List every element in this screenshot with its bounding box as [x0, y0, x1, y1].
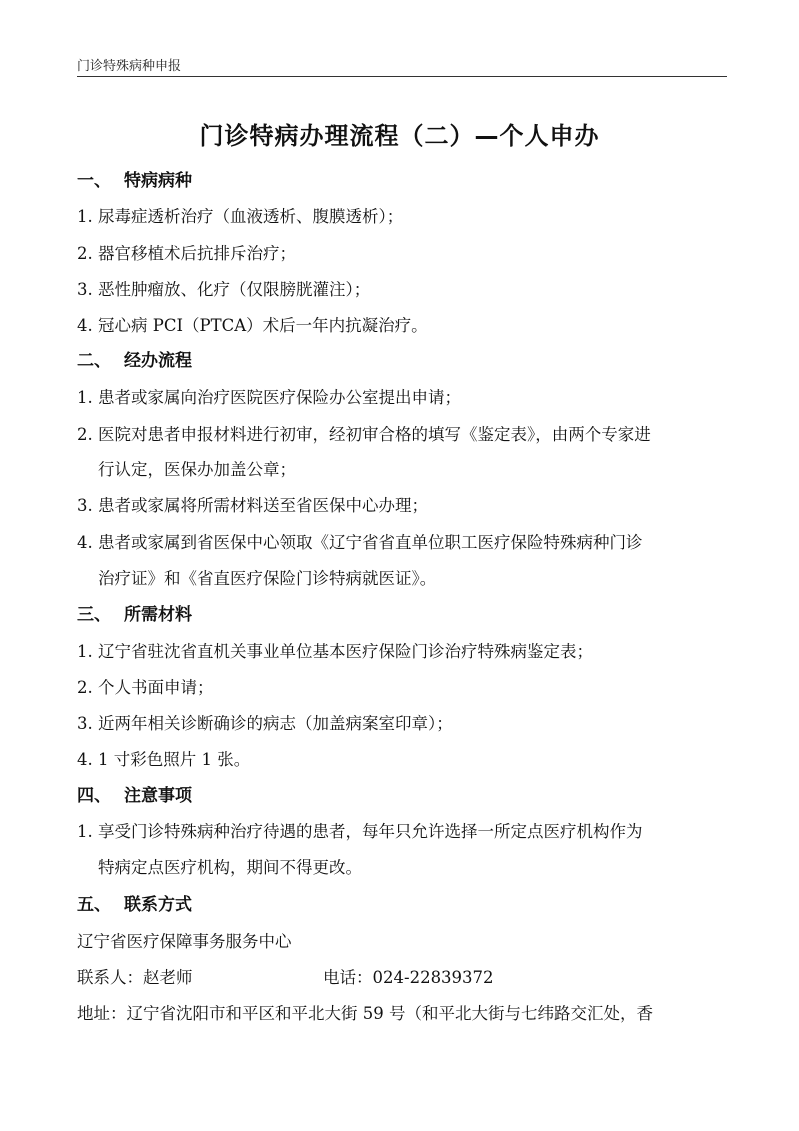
list-item [77, 818, 643, 842]
contact-phone: 电话：024-22839372 [323, 968, 494, 987]
list-item [77, 276, 370, 300]
item-number: 3. [77, 280, 93, 299]
list-item [77, 384, 461, 408]
item-text: 个人书面申请； [98, 678, 214, 697]
section-number: 一、 [77, 171, 111, 191]
section-title: 注意事项 [124, 786, 192, 806]
list-item-continuation: 行认定，医保办加盖公章； [98, 460, 296, 479]
list-item [77, 492, 428, 516]
section-heading [77, 166, 192, 191]
list-item-continuation: 特病定点医疗机构，期间不得更改。 [98, 858, 362, 877]
section-title: 特病病种 [124, 171, 192, 191]
item-text: 恶性肿瘤放、化疗（仅限膀胱灌注）； [98, 280, 371, 299]
list-item [77, 674, 214, 698]
item-text: 1 寸彩色照片 1 张。 [98, 750, 251, 769]
section-heading [77, 890, 192, 915]
item-text: 器官移植术后抗排斥治疗； [98, 244, 296, 263]
list-item-continuation: 治疗证》和《省直医疗保险门诊特病就医证》。 [98, 569, 437, 588]
section-number: 五、 [77, 895, 111, 915]
item-text: 冠心病 PCI（PTCA）术后一年内抗凝治疗。 [98, 316, 428, 335]
item-text: 患者或家属向治疗医院医疗保险办公室提出申请； [98, 388, 461, 407]
section-heading [77, 781, 192, 806]
section-title: 联系方式 [124, 895, 192, 915]
item-text: 患者或家属将所需材料送至省医保中心办理； [98, 496, 428, 515]
item-number: 3. [77, 714, 93, 733]
item-number: 1. [77, 642, 93, 661]
item-text: 尿毒症透析治疗（血液透析、腹膜透析）； [98, 207, 404, 226]
list-item [77, 312, 428, 336]
list-item [77, 529, 643, 553]
item-number: 1. [77, 207, 93, 226]
list-item [77, 710, 453, 734]
list-item [77, 746, 250, 770]
item-number: 3. [77, 496, 93, 515]
item-text: 患者或家属到省医保中心领取《辽宁省省直单位职工医疗保险特殊病种门诊 [98, 533, 643, 552]
item-number: 2. [77, 425, 93, 444]
list-item [77, 203, 403, 227]
section-title: 所需材料 [124, 605, 192, 625]
list-item [77, 421, 651, 445]
item-number: 1. [77, 822, 93, 841]
section-title: 经办流程 [124, 351, 192, 371]
contact-org: 辽宁省医疗保障事务服务中心 [77, 932, 292, 951]
section-heading [77, 600, 192, 625]
item-number: 4. [77, 750, 93, 769]
section-heading [77, 346, 192, 371]
page-title: 门诊特病办理流程（二）—个人申办 [199, 122, 600, 150]
item-number: 2. [77, 678, 93, 697]
section-number: 三、 [77, 605, 111, 625]
contact-person: 联系人：赵老师 [77, 968, 193, 987]
header-rule [77, 76, 727, 77]
section-number: 四、 [77, 786, 111, 806]
item-number: 1. [77, 388, 93, 407]
section-number: 二、 [77, 351, 111, 371]
item-number: 2. [77, 244, 93, 263]
item-text: 近两年相关诊断确诊的病志（加盖病案室印章）； [98, 714, 453, 733]
item-number: 4. [77, 533, 93, 552]
item-number: 4. [77, 316, 93, 335]
item-text: 辽宁省驻沈省直机关事业单位基本医疗保险门诊治疗特殊病鉴定表； [98, 642, 593, 661]
page-header: 门诊特殊病种申报 [77, 59, 182, 74]
list-item [77, 638, 593, 662]
item-text: 享受门诊特殊病种治疗待遇的患者，每年只允许选择一所定点医疗机构作为 [98, 822, 643, 841]
contact-address: 地址：辽宁省沈阳市和平区和平北大街 59 号（和平北大街与七纬路交汇处，香 [77, 1004, 653, 1023]
item-text: 医院对患者申报材料进行初审，经初审合格的填写《鉴定表》，由两个专家进 [98, 425, 651, 444]
list-item [77, 240, 296, 264]
